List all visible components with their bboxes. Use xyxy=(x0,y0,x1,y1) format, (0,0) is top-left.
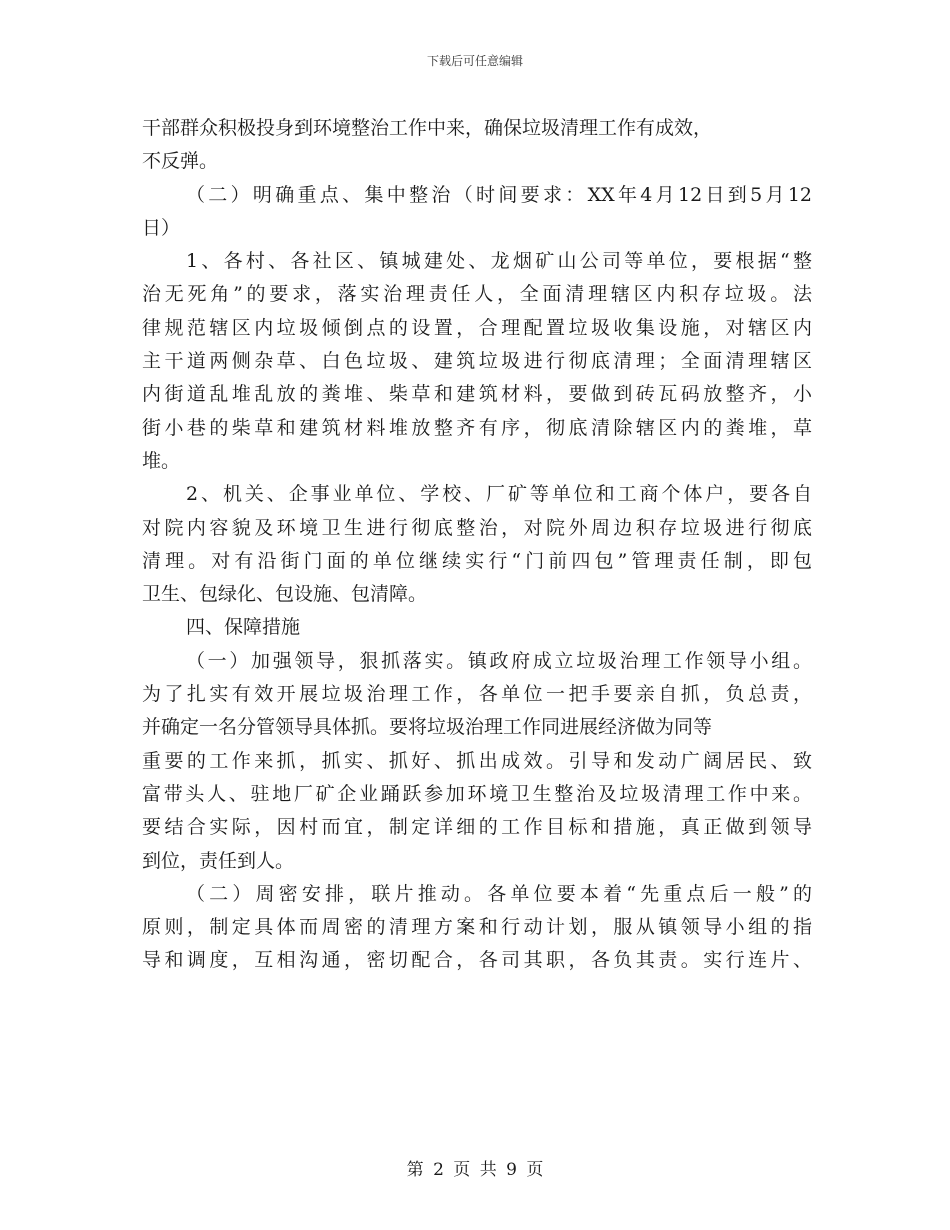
text-line: 导和调度，互相沟通，密切配合，各司其职，各负其责。实行连片、 xyxy=(142,949,812,972)
text-line: 对院内容貌及环境卫生进行彻底整治，对院外周边积存垃圾进行彻底 xyxy=(142,516,812,539)
text-line: 日） xyxy=(142,216,181,239)
text-line: 重要的工作来抓，抓实、抓好、抓出成效。引导和发动广阔居民、致 xyxy=(142,749,812,772)
text-line: 清理。对有沿街门面的单位继续实行“门前四包”管理责任制，即包 xyxy=(142,549,812,572)
document-body xyxy=(142,112,812,978)
text-line: 街小巷的柴草和建筑材料堆放整齐有序，彻底清除辖区内的粪堆，草 xyxy=(142,416,812,439)
text-line: 到位，责任到人。 xyxy=(142,849,295,872)
text-line: 要结合实际，因村而宜，制定详细的工作目标和措施，真正做到领导 xyxy=(142,816,812,839)
text-line: 治无死角”的要求，落实治理责任人，全面清理辖区内积存垃圾。法 xyxy=(142,283,812,306)
text-line: 主干道两侧杂草、白色垃圾、建筑垃圾进行彻底清理；全面清理辖区 xyxy=(142,350,812,373)
page-header: 下载后可任意编辑 xyxy=(426,54,523,68)
text-line: 富带头人、驻地厂矿企业踊跃参加环境卫生整治及垃圾清理工作中来。 xyxy=(142,782,812,805)
text-line: 1、各村、各社区、镇城建处、龙烟矿山公司等单位，要根据“整 xyxy=(186,250,812,273)
text-line: （一）加强领导，狠抓落实。镇政府成立垃圾治理工作领导小组。 xyxy=(186,649,812,672)
text-line: 为了扎实有效开展垃圾治理工作，各单位一把手要亲自抓，负总责， xyxy=(142,683,812,706)
text-line: 卫生、包绿化、包设施、包清障。 xyxy=(142,583,428,606)
text-line: 四、保障措施 xyxy=(186,616,301,639)
text-line: 并确定一名分管领导具体抓。要将垃圾治理工作同进展经济做为同等 xyxy=(142,716,713,739)
text-line: （二）周密安排，联片推动。各单位要本着“先重点后一般”的 xyxy=(186,882,812,905)
text-line: 2、机关、企事业单位、学校、厂矿等单位和工商个体户，要各自 xyxy=(186,483,812,506)
page-footer: 第 2 页 共 9 页 xyxy=(406,1160,544,1180)
text-line: 堆。 xyxy=(142,449,181,472)
text-line: 不反弹。 xyxy=(142,150,219,173)
text-line: 干部群众积极投身到环境整治工作中来，确保垃圾清理工作有成效， xyxy=(142,117,713,139)
text-line: 内街道乱堆乱放的粪堆、柴草和建筑材料，要做到砖瓦码放整齐，小 xyxy=(142,383,812,406)
text-line: 律规范辖区内垃圾倾倒点的设置，合理配置垃圾收集设施，对辖区内 xyxy=(142,316,812,339)
text-line: 原则，制定具体而周密的清理方案和行动计划，服从镇领导小组的指 xyxy=(142,916,812,939)
text-line: （二）明确重点、集中整治（时间要求：XX年4月12日到5月12 xyxy=(186,183,812,206)
